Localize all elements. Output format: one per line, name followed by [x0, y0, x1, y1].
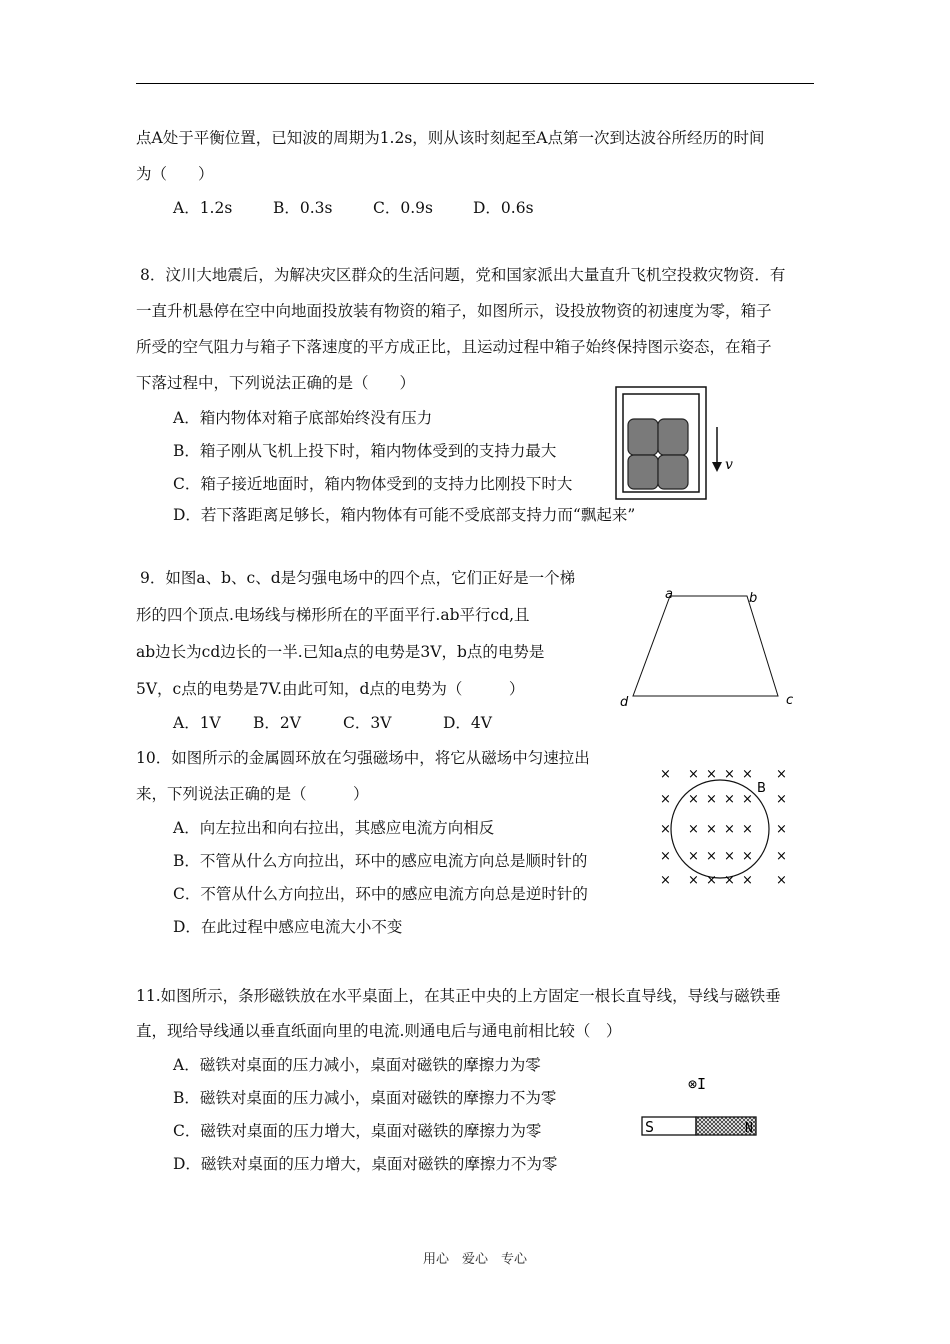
- field-cross-mark: ×: [706, 873, 717, 888]
- q9-option-d: D．4V: [443, 714, 492, 732]
- field-cross-mark: ×: [706, 849, 717, 864]
- field-cross-mark: ×: [688, 849, 699, 864]
- magnet-s-label: S: [645, 1118, 655, 1136]
- q9-line-3: ab边长为cd边长的一半.已知a点的电势是3V，b点的电势是: [136, 643, 545, 661]
- field-cross-mark: ×: [742, 767, 753, 782]
- field-cross-mark: ×: [742, 849, 753, 864]
- field-cross-mark: ×: [776, 849, 787, 864]
- field-cross-mark: ×: [776, 822, 787, 837]
- field-cross-mark: ×: [724, 767, 735, 782]
- q7-line-2: 为（ ）: [136, 165, 214, 183]
- magnet-n-label: N: [745, 1121, 753, 1136]
- q11-magnet-figure: [636, 1068, 776, 1140]
- q10-line-2: 来，下列说法正确的是（ ）: [136, 785, 369, 803]
- q7-option-d: D．0.6s: [473, 199, 534, 217]
- field-cross-mark: ×: [688, 822, 699, 837]
- field-cross-mark: ×: [724, 849, 735, 864]
- q9-trapezoid-figure: [610, 582, 810, 712]
- q11-line-1: 11.如图所示，条形磁铁放在水平桌面上，在其正中央的上方固定一根长直导线，导线与磁铁垂: [136, 987, 781, 1005]
- q10-option-d: D．在此过程中感应电流大小不变: [173, 918, 403, 936]
- field-cross-mark: ×: [742, 873, 753, 888]
- q8-option-d: D．若下落距离足够长，箱内物体有可能不受底部支持力而“飘起来”: [173, 506, 636, 524]
- field-cross-mark: ×: [706, 767, 717, 782]
- q10-option-b: B．不管从什么方向拉出，环中的感应电流方向总是顺时针的: [173, 852, 588, 870]
- q9-line-4: 5V，c点的电势是7V.由此可知，d点的电势为（ ）: [136, 680, 525, 698]
- field-cross-mark: ×: [724, 873, 735, 888]
- q7-option-c: C．0.9s: [373, 199, 433, 217]
- field-cross-mark: ×: [724, 792, 735, 807]
- q11-option-d: D．磁铁对桌面的压力增大，桌面对磁铁的摩擦力不为零: [173, 1155, 558, 1173]
- q10-line-1: 10．如图所示的金属圆环放在匀强磁场中，将它从磁场中匀速拉出: [136, 749, 590, 767]
- field-cross-mark: ×: [724, 822, 735, 837]
- field-cross-mark: ×: [688, 873, 699, 888]
- field-label: B: [757, 781, 766, 796]
- header-rule: [136, 83, 814, 84]
- q11-option-a: A．磁铁对桌面的压力减小，桌面对磁铁的摩擦力为零: [173, 1056, 541, 1074]
- q7-line-1: 点A处于平衡位置，已知波的周期为1.2s，则从该时刻起至A点第一次到达波谷所经历的时间: [136, 129, 765, 147]
- q8-line-1: 8．汶川大地震后，为解决灾区群众的生活问题，党和国家派出大量直升飞机空投救灾物资．有: [140, 266, 786, 284]
- cargo-block: [658, 419, 688, 455]
- q7-option-b: B．0.3s: [273, 199, 333, 217]
- field-crosses: [660, 767, 787, 888]
- field-cross-mark: ×: [660, 849, 671, 864]
- cargo-block: [628, 419, 658, 455]
- point-c-label: c: [786, 693, 794, 708]
- field-cross-mark: ×: [660, 873, 671, 888]
- field-cross-mark: ×: [776, 873, 787, 888]
- q10-magnetic-field-figure: [640, 760, 800, 890]
- field-cross-mark: ×: [688, 792, 699, 807]
- trapezoid: [633, 596, 778, 696]
- q8-option-a: A．箱内物体对箱子底部始终没有压力: [173, 409, 433, 427]
- q8-option-b: B．箱子刚从飞机上投下时，箱内物体受到的支持力最大: [173, 442, 557, 460]
- page-footer: 用心 爱心 专心: [422, 1252, 527, 1267]
- field-cross-mark: ×: [660, 822, 671, 837]
- point-d-label: d: [620, 695, 629, 710]
- field-cross-mark: ×: [660, 767, 671, 782]
- point-b-label: b: [749, 591, 758, 606]
- q11-line-2: 直，现给导线通以垂直纸面向里的电流.则通电后与通电前相比较（ ）: [136, 1022, 622, 1040]
- q11-option-b: B．磁铁对桌面的压力减小，桌面对磁铁的摩擦力不为零: [173, 1089, 557, 1107]
- field-cross-mark: ×: [660, 792, 671, 807]
- q9-option-c: C．3V: [343, 714, 392, 732]
- field-cross-mark: ×: [776, 792, 787, 807]
- field-cross-mark: ×: [776, 767, 787, 782]
- cargo-block: [658, 455, 688, 489]
- q10-option-a: A．向左拉出和向右拉出，其感应电流方向相反: [173, 819, 495, 837]
- q9-line-2: 形的四个顶点.电场线与梯形所在的平面平行.ab平行cd,且: [136, 606, 530, 624]
- velocity-label: v: [725, 457, 733, 473]
- q9-line-1: 9．如图a、b、c、d是匀强电场中的四个点，它们正好是一个梯: [140, 569, 576, 587]
- field-cross-mark: ×: [706, 822, 717, 837]
- field-cross-mark: ×: [688, 767, 699, 782]
- q9-option-b: B．2V: [253, 714, 301, 732]
- q8-option-c: C．箱子接近地面时，箱内物体受到的支持力比刚投下时大: [173, 475, 573, 493]
- q8-line-2: 一直升机悬停在空中向地面投放装有物资的箱子，如图所示，设投放物资的初速度为零，箱子: [136, 302, 772, 320]
- metal-ring: [671, 780, 769, 878]
- field-cross-mark: ×: [742, 822, 753, 837]
- q7-option-a: A．1.2s: [173, 199, 233, 217]
- wire-current-label: ⊗I: [688, 1075, 707, 1093]
- q8-line-3: 所受的空气阻力与箱子下落速度的平方成正比，且运动过程中箱子始终保持图示姿态，在箱子: [136, 338, 772, 356]
- q10-option-c: C．不管从什么方向拉出，环中的感应电流方向总是逆时针的: [173, 885, 588, 903]
- field-cross-mark: ×: [742, 792, 753, 807]
- field-cross-mark: ×: [706, 792, 717, 807]
- q9-option-a: A．1V: [173, 714, 221, 732]
- q11-option-c: C．磁铁对桌面的压力增大，桌面对磁铁的摩擦力为零: [173, 1122, 542, 1140]
- q8-box-figure: [608, 382, 748, 502]
- q8-line-4: 下落过程中，下列说法正确的是（ ）: [136, 374, 416, 392]
- cargo-block: [628, 455, 658, 489]
- point-a-label: a: [665, 587, 673, 602]
- arrow-head-icon: [712, 462, 722, 472]
